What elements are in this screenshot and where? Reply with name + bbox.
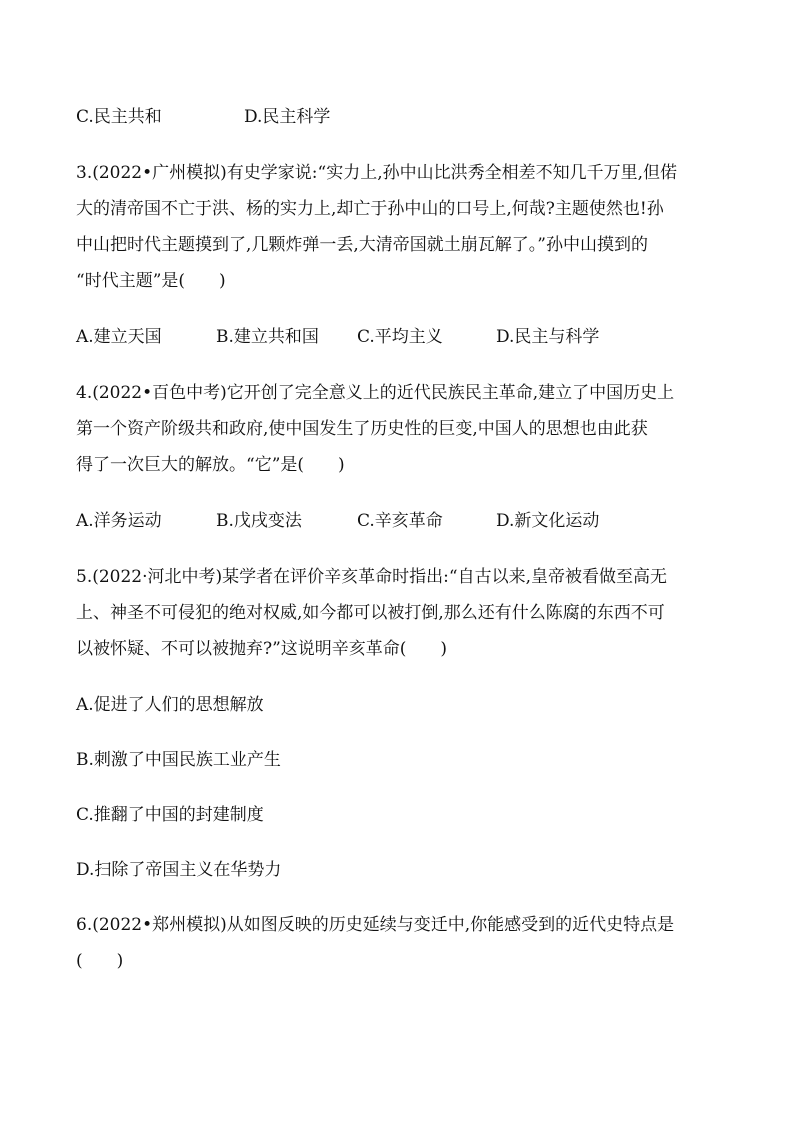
q5-option-b: B.刺激了中国民族工业产生 xyxy=(76,750,281,770)
q3-stem-line-3: 中山把时代主题摸到了,几颗炸弹一丢,大清帝国就土崩瓦解了。”孙中山摸到的 xyxy=(76,235,648,255)
q3-option-c: C.平均主义 xyxy=(357,327,443,347)
q5-stem-line-3: 以被怀疑、不可以被抛弃?”这说明辛亥革命( ) xyxy=(76,639,448,659)
q4-stem-line-2: 第一个资产阶级共和政府,使中国发生了历史性的巨变,中国人的思想也由此获 xyxy=(76,419,648,439)
q4-option-c: C.辛亥革命 xyxy=(357,511,443,531)
q5-stem-line-1: 5.(2022·河北中考)某学者在评价辛亥革命时指出:“自古以来,皇帝被看做至高无 xyxy=(76,567,667,587)
q3-option-b: B.建立共和国 xyxy=(216,327,319,347)
q5-option-a: A.促进了人们的思想解放 xyxy=(76,695,264,715)
q4-stem-line-3: 得了一次巨大的解放。“它”是( ) xyxy=(76,455,345,475)
q4-stem-line-1: 4.(2022•百色中考)它开创了完全意义上的近代民族民主革命,建立了中国历史上 xyxy=(76,383,675,403)
q2-option-d: D.民主科学 xyxy=(244,107,331,127)
q3-stem-line-4: “时代主题”是( ) xyxy=(76,271,226,291)
q6-stem-line-2: ( ) xyxy=(76,951,124,971)
q6-stem-line-1: 6.(2022•郑州模拟)从如图反映的历史延续与变迁中,你能感受到的近代史特点是 xyxy=(76,915,675,935)
q3-stem-line-1: 3.(2022•广州模拟)有史学家说:“实力上,孙中山比洪秀全相差不知几千万里,但偌 xyxy=(76,163,678,183)
q2-option-c: C.民主共和 xyxy=(76,107,162,127)
q5-option-d: D.扫除了帝国主义在华势力 xyxy=(76,860,282,880)
q4-option-a: A.洋务运动 xyxy=(76,511,162,531)
q4-option-d: D.新文化运动 xyxy=(496,511,600,531)
q5-option-c: C.推翻了中国的封建制度 xyxy=(76,805,264,825)
q3-option-d: D.民主与科学 xyxy=(496,327,600,347)
q5-stem-line-2: 上、神圣不可侵犯的绝对权威,如今都可以被打倒,那么还有什么陈腐的东西不可 xyxy=(76,603,665,623)
q3-option-a: A.建立天国 xyxy=(76,327,162,347)
q4-option-b: B.戊戌变法 xyxy=(216,511,302,531)
q3-stem-line-2: 大的清帝国不亡于洪、杨的实力上,却亡于孙中山的口号上,何哉?主题使然也!孙 xyxy=(76,199,664,219)
